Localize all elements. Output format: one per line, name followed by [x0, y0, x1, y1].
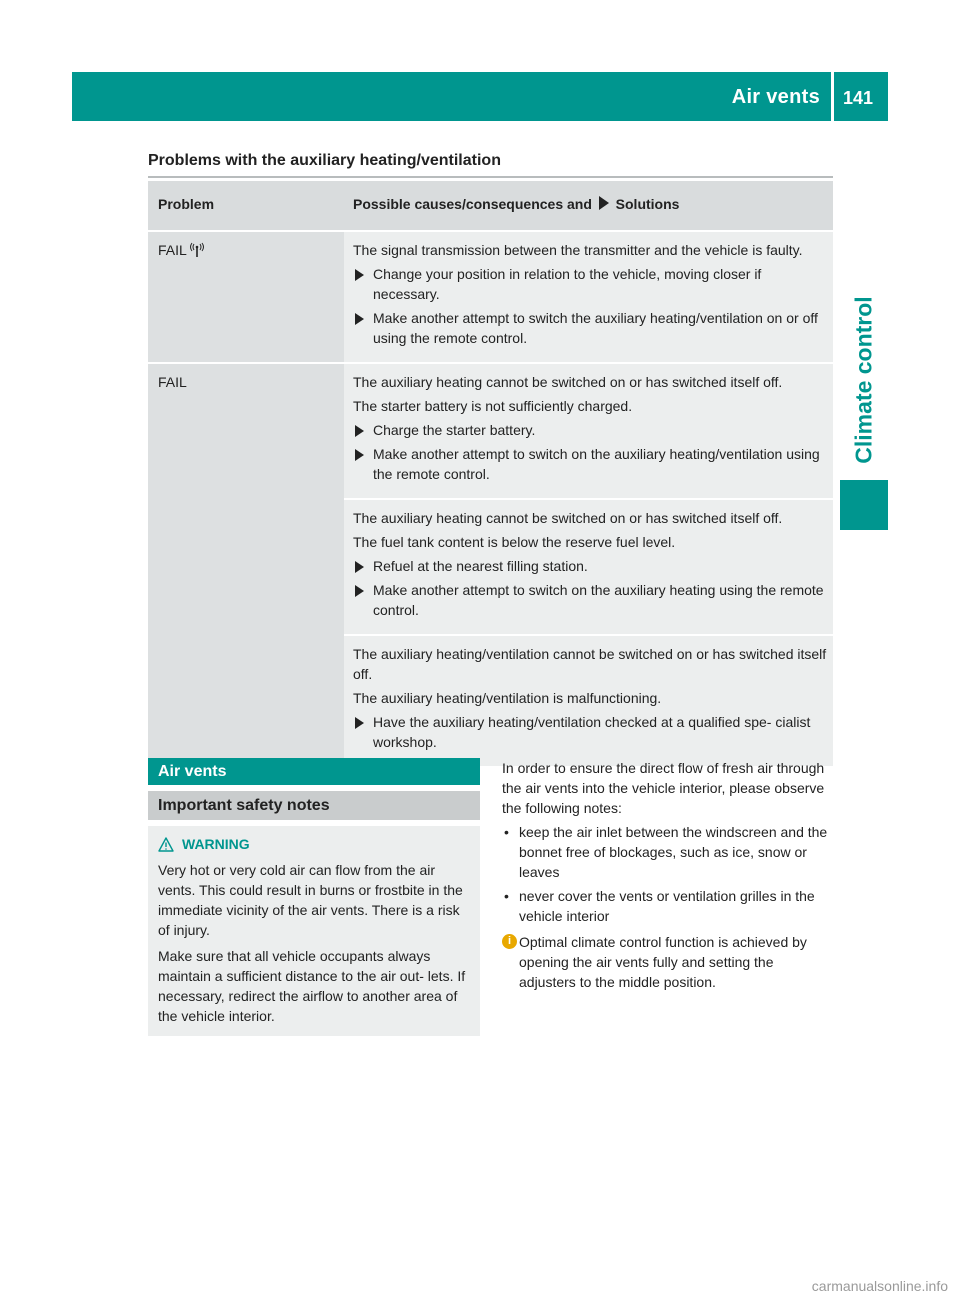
cause-text: The auxiliary heating cannot be switched on or has switched itself off. [353, 374, 783, 390]
arrow-icon [355, 449, 364, 461]
list-item: • keep the air inlet between the windscreen and the bonnet free of blockages, such as ice, snow or leaves [504, 824, 828, 880]
problem-cell [148, 363, 344, 766]
side-tab-marker [840, 480, 888, 530]
table-row [148, 363, 833, 499]
solution-cell [344, 499, 833, 635]
problem-label: FAIL [158, 374, 187, 390]
instruction-step: Have the auxiliary heating/ventilation checked at a qualified spe- cialist workshop. [353, 712, 827, 752]
info-icon: i [502, 934, 517, 949]
arrow-icon [355, 425, 364, 437]
bullet-icon: • [504, 824, 509, 840]
instruction-step: Charge the starter battery. [353, 420, 827, 440]
solution-cell [344, 231, 833, 363]
cause-text: The fuel tank content is below the reserve fuel level. [353, 534, 676, 550]
warning-text: Make sure that all vehicle occupants always maintain a sufficient distance to the air out- lets. If necessary, redirect the airflow to another area of the vehicle interior. [158, 948, 466, 1024]
arrow-icon [355, 585, 364, 597]
arrow-icon [355, 717, 364, 729]
bullet-icon: • [504, 888, 509, 904]
table-title: Problems with the auxiliary heating/ventilation [148, 152, 501, 169]
problems-table [148, 181, 833, 766]
cause-text: The auxiliary heating cannot be switched on or has switched itself off. [353, 510, 783, 526]
header-divider [831, 72, 834, 121]
warning-label: WARNING [182, 836, 250, 852]
info-note: i Optimal climate control function is achieved by opening the air vents fully and setting the adjusters to the middle position. [502, 932, 834, 992]
arrow-icon [355, 561, 364, 573]
subsection-heading: Important safety notes [148, 791, 480, 820]
cause-text: The auxiliary heating/ventilation is malfunctioning. [353, 690, 662, 706]
instruction-step: Make another attempt to switch on the auxiliary heating/ventilation using the remote control. [353, 444, 827, 484]
page-number: 141 [843, 88, 874, 108]
solution-cell [344, 635, 833, 766]
list-item: • never cover the vents or ventilation grilles in the vehicle interior [504, 888, 815, 924]
problem-cell [148, 231, 344, 363]
warning-triangle-icon [158, 837, 174, 852]
instruction-step: Make another attempt to switch on the auxiliary heating using the remote control. [353, 580, 827, 620]
problem-label: FAIL [158, 242, 187, 258]
col-header-solutions-post: Solutions [615, 196, 680, 212]
arrow-icon [599, 196, 609, 210]
cause-text: The signal transmission between the transmitter and the vehicle is faulty. [353, 242, 803, 258]
title-rule [148, 176, 833, 178]
antenna-signal-icon [189, 242, 205, 263]
warning-box [148, 826, 480, 1036]
table-header-row [148, 181, 833, 231]
warning-title [158, 834, 472, 854]
cause-text: The auxiliary heating/ventilation cannot be switched on or has switched itself off. [353, 646, 827, 682]
warning-text: Very hot or very cold air can flow from the air vents. This could result in burns or frostbite in the immediate vicinity of the air vents. There is a risk of injury. [158, 862, 463, 938]
intro-text: In order to ensure the direct flow of fresh air through the air vents into the vehicle interior, please observe the following notes: [502, 760, 825, 816]
solution-cell [344, 363, 833, 499]
instruction-step: Refuel at the nearest filling station. [353, 556, 827, 576]
arrow-icon [355, 269, 364, 281]
cause-text: The starter battery is not sufficiently charged. [353, 398, 633, 414]
col-header-solutions [344, 181, 833, 231]
instruction-step: Make another attempt to switch the auxiliary heating/ventilation on or off using the remote control. [353, 308, 827, 348]
section-heading: Air vents [148, 758, 480, 785]
side-tab-label: Climate control [850, 296, 877, 464]
table-row [148, 231, 833, 363]
col-header-solutions-pre: Possible causes/consequences and [353, 196, 592, 212]
instruction-step: Change your position in relation to the vehicle, moving closer if necessary. [353, 264, 827, 304]
col-header-problem: Problem [148, 181, 344, 231]
arrow-icon [355, 313, 364, 325]
section-title: Air vents [731, 86, 820, 108]
watermark: carmanualsonline.info [811, 1278, 948, 1294]
notes-column [502, 758, 834, 992]
